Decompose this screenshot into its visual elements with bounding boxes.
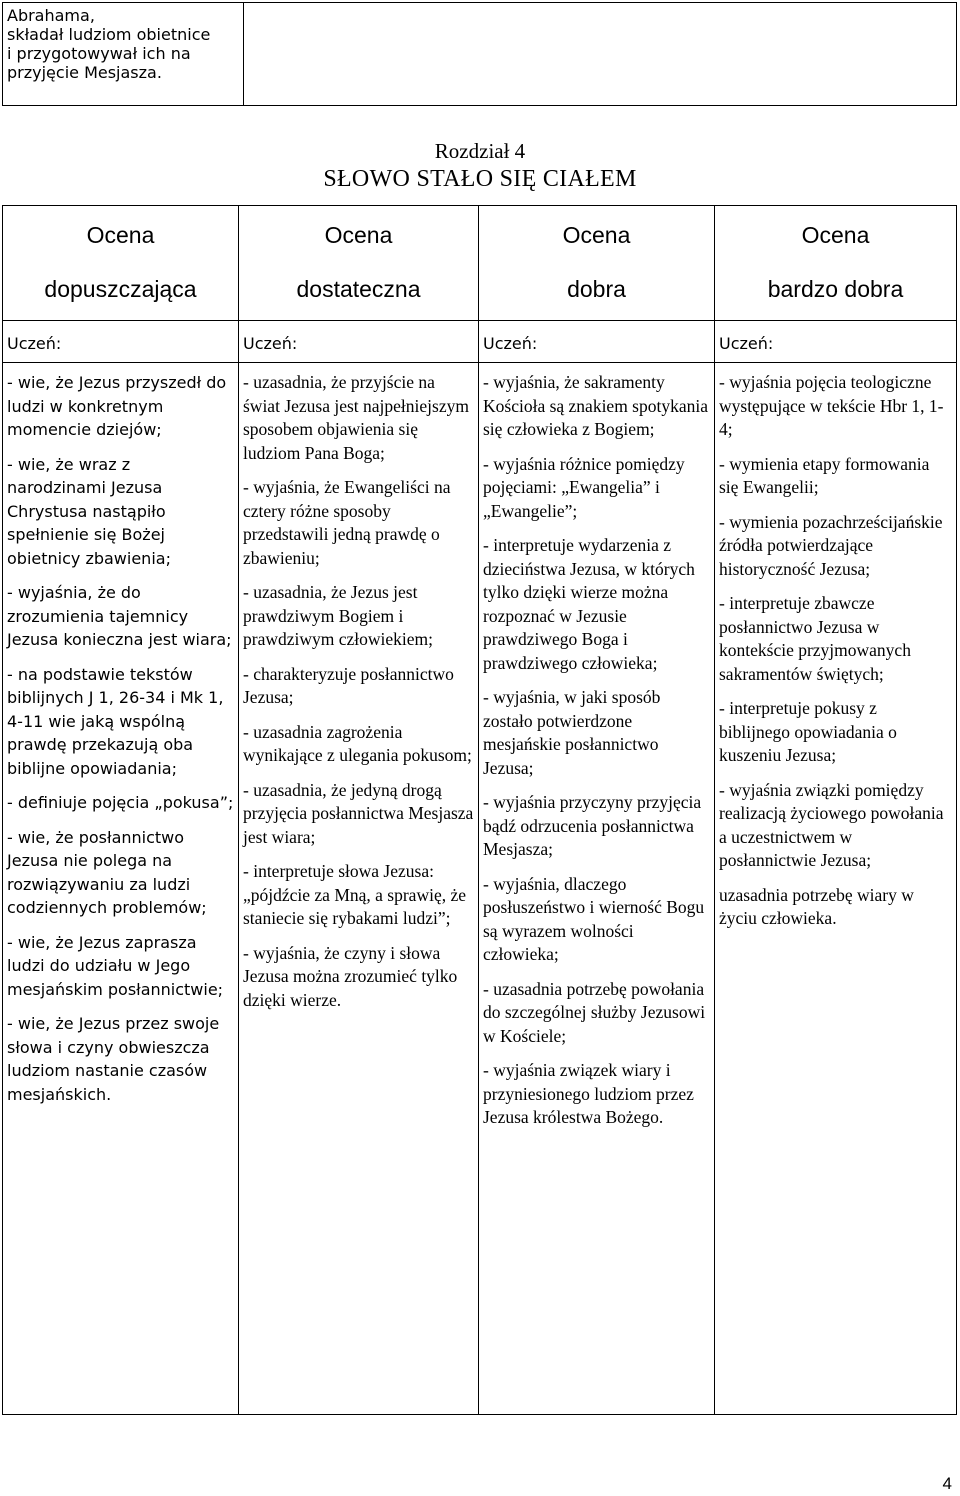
requirement-item: - wie, że Jezus przez swoje słowa i czyny obwieszcza ludziom nastanie czasów mesjańskich. xyxy=(7,1014,220,1104)
grade-label: Ocena xyxy=(801,222,870,248)
requirement-item: - wyjaśnia, dlaczego posłuszeństwo i wierność Bogu są wyrazem wolności człowieka; xyxy=(483,873,705,964)
requirement-item: - uzasadnia, że przyjście na świat Jezusa jest najpełniejszym sposobem objawienia się ludziom Pana Boga; xyxy=(243,372,469,463)
requirement-item: - wyjaśnia związki pomiędzy realizacją życiowego powołania a uczestnictwem w posłannictwie Jezusa; xyxy=(719,779,944,870)
grade-level: bardzo dobra xyxy=(767,276,904,302)
continued-line: i przygotowywał ich na xyxy=(7,44,191,63)
requirement-item: - wie, że posłannictwo Jezusa nie polega na rozwiązywaniu za ludzi codziennych problemów; xyxy=(7,827,207,917)
requirement-item: - interpretuje zbawcze posłannictwo Jezusa w kontekście przyjmowanych sakramentów świętych; xyxy=(719,593,911,684)
requirement-item: - wymienia pozachrześcijańskie źródła potwierdzające historyczność Jezusa; xyxy=(719,511,943,579)
grade-label: Ocena xyxy=(324,222,393,248)
student-label: Uczeń: xyxy=(3,321,239,363)
requirement-item: - wyjaśnia, w jaki sposób zostało potwierdzone mesjańskie posłannictwo Jezusa; xyxy=(483,687,661,778)
continued-line: przyjęcie Mesjasza. xyxy=(7,63,162,82)
requirement-item: - wyjaśnia pojęcia teologiczne występujące w tekście Hbr 1, 1-4; xyxy=(719,372,944,439)
student-label: Uczeń: xyxy=(239,321,479,363)
requirement-item: - interpretuje słowa Jezusa: „pójdźcie za Mną, a sprawię, że staniecie się rybakami ludzi”; xyxy=(243,861,467,928)
requirement-item: - interpretuje wydarzenia z dzieciństwa Jezusa, w których tylko dzięki wierze można rozpoznać w Jezusie prawdziwego Boga i prawdziwego człowieka; xyxy=(483,535,695,673)
requirement-item: - wie, że Jezus przyszedł do ludzi w konkretnym momencie dziejów; xyxy=(7,373,227,439)
requirement-item: - wie, że Jezus zaprasza ludzi do udziału w Jego mesjańskim posłannictwie; xyxy=(7,932,224,999)
chapter-title: SŁOWO STAŁO SIĘ CIAŁEM xyxy=(323,166,637,192)
requirement-item: - wyjaśnia przyczyny przyjęcia bądź odrzucenia posłannictwa Mesjasza; xyxy=(483,792,702,859)
requirement-item: - wyjaśnia, że Ewangeliści na cztery różne sposoby przedstawili jedną prawdę o zbawieniu; xyxy=(243,477,451,568)
grade-level: dopuszczająca xyxy=(44,276,197,302)
requirement-item: - charakteryzuje posłannictwo Jezusa; xyxy=(243,663,454,707)
grade-level: dostateczna xyxy=(296,276,421,302)
student-label: Uczeń: xyxy=(479,321,715,363)
chapter-number: Rozdział 4 xyxy=(434,139,526,163)
requirement-item: - na podstawie tekstów biblijnych J 1, 26-34 i Mk 1, 4-11 wie jaką wspólną prawdę przekazują oba biblijne opowiadania; xyxy=(7,664,224,778)
requirements-row xyxy=(3,363,957,1415)
requirement-item: - wyjaśnia, że do zrozumienia tajemnicy Jezusa konieczna jest wiara; xyxy=(7,583,232,649)
requirements-bardzo-dobra xyxy=(715,363,957,1415)
requirement-item: - wyjaśnia różnice pomiędzy pojęciami: „Ewangelia” i „Ewangelie”; xyxy=(483,453,685,521)
continued-cell-empty xyxy=(244,3,957,106)
requirements-dopuszczajaca xyxy=(3,363,239,1415)
requirement-item: - definiuje pojęcia „pokusa”; xyxy=(7,793,234,812)
continued-line: Abrahama, xyxy=(7,6,95,25)
grade-header-dopuszczajaca xyxy=(3,206,239,321)
requirement-item: - wie, że wraz z narodzinami Jezusa Chrystusa nastąpiło spełnienie się Bożej obietnicy zbawienia; xyxy=(7,454,171,568)
requirement-item: uzasadnia potrzebę wiary w życiu człowieka. xyxy=(719,884,914,928)
requirement-item: - uzasadnia, że jedyną drogą przyjęcia posłannictwa Mesjasza jest wiara; xyxy=(243,779,474,847)
student-label: Uczeń: xyxy=(715,321,957,363)
grade-header-row xyxy=(3,206,957,321)
requirement-item: - uzasadnia potrzebę powołania do szczególnej służby Jezusowi w Kościele; xyxy=(483,978,706,1046)
grade-label: Ocena xyxy=(562,222,631,248)
chapter-heading xyxy=(0,138,960,194)
requirements-dostateczna xyxy=(239,363,479,1415)
requirement-item: - wyjaśnia, że sakramenty Kościoła są znakiem spotykania się człowieka z Bogiem; xyxy=(483,372,709,439)
continued-table-top xyxy=(2,2,957,106)
grade-header-dobra xyxy=(479,206,715,321)
requirements-dobra xyxy=(479,363,715,1415)
grading-table xyxy=(2,205,957,1415)
requirement-item: - uzasadnia, że Jezus jest prawdziwym Bogiem i prawdziwym człowiekiem; xyxy=(243,582,434,649)
requirement-item: - wymienia etapy formowania się Ewangelii; xyxy=(719,453,930,497)
grade-header-bardzo-dobra xyxy=(715,206,957,321)
grade-level: dobra xyxy=(567,276,626,302)
requirement-item: - uzasadnia zagrożenia wynikające z ulegania pokusom; xyxy=(243,721,472,765)
page-number: 4 xyxy=(942,1474,952,1493)
continued-line: składał ludziom obietnice xyxy=(7,25,211,44)
grade-label: Ocena xyxy=(86,222,155,248)
student-label-row xyxy=(3,321,957,363)
requirement-item: - interpretuje pokusy z biblijnego opowiadania o kuszeniu Jezusa; xyxy=(719,698,897,765)
requirement-item: - wyjaśnia związek wiary i przyniesionego ludziom przez Jezusa królestwa Bożego. xyxy=(483,1060,694,1127)
requirement-item: - wyjaśnia, że czyny i słowa Jezusa można zrozumieć tylko dzięki wierze. xyxy=(243,942,458,1010)
continued-cell-1 xyxy=(3,3,244,106)
grade-header-dostateczna xyxy=(239,206,479,321)
